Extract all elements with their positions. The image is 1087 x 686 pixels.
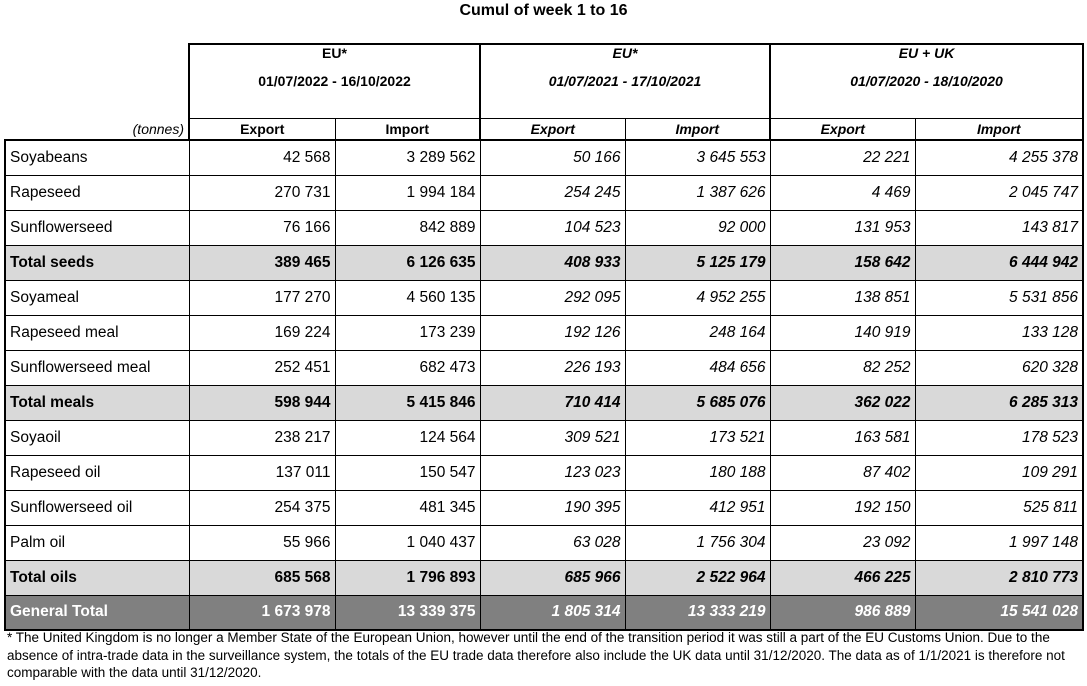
table-cell: 177 270: [189, 280, 335, 315]
table-cell: 4 952 255: [625, 280, 770, 315]
subheader-export: Export: [770, 118, 915, 140]
table-row: [5, 525, 1083, 560]
table-cell: 13 339 375: [335, 595, 480, 630]
table-cell: 76 166: [189, 210, 335, 245]
unit-label: (tonnes): [5, 118, 189, 140]
table-cell: 484 656: [625, 350, 770, 385]
row-label: Palm oil: [5, 525, 189, 560]
total-row: [5, 245, 1083, 280]
table-cell: 4 469: [770, 175, 915, 210]
table-cell: 309 521: [480, 420, 625, 455]
group-header-eu-2021: EU* 01/07/2021 - 17/10/2021: [480, 44, 770, 118]
row-label: Soyabeans: [5, 140, 189, 175]
table-cell: 5 531 856: [915, 280, 1083, 315]
table-cell: 254 375: [189, 490, 335, 525]
table-cell: 42 568: [189, 140, 335, 175]
subheader-export: Export: [189, 118, 335, 140]
table-cell: 87 402: [770, 455, 915, 490]
table-cell: 362 022: [770, 385, 915, 420]
table-cell: 1 673 978: [189, 595, 335, 630]
sub-header-row: [5, 118, 1083, 140]
table-cell: 986 889: [770, 595, 915, 630]
table-cell: 63 028: [480, 525, 625, 560]
table-cell: 55 966: [189, 525, 335, 560]
group-header-eu-2022: EU* 01/07/2022 - 16/10/2022: [189, 44, 480, 118]
row-label: Soyameal: [5, 280, 189, 315]
subheader-import: Import: [335, 118, 480, 140]
table-cell: 163 581: [770, 420, 915, 455]
total-row: [5, 560, 1083, 595]
table-cell: 1 040 437: [335, 525, 480, 560]
table-cell: 173 239: [335, 315, 480, 350]
table-cell: 173 521: [625, 420, 770, 455]
table-cell: 2 522 964: [625, 560, 770, 595]
subheader-import: Import: [915, 118, 1083, 140]
table-cell: 124 564: [335, 420, 480, 455]
table-cell: 292 095: [480, 280, 625, 315]
table-cell: 123 023: [480, 455, 625, 490]
table-row: [5, 420, 1083, 455]
table-cell: 710 414: [480, 385, 625, 420]
table-cell: 6 444 942: [915, 245, 1083, 280]
general-total-row: [5, 595, 1083, 630]
table-cell: 1 796 893: [335, 560, 480, 595]
table-row: [5, 210, 1083, 245]
table-cell: 192 126: [480, 315, 625, 350]
table-cell: 252 451: [189, 350, 335, 385]
group-header-row: [5, 44, 1083, 118]
row-label: Total oils: [5, 560, 189, 595]
table-cell: 685 568: [189, 560, 335, 595]
table-cell: 92 000: [625, 210, 770, 245]
footnote: * The United Kingdom is no longer a Member State of the European Union, however until the end of the transition period it was still a part of the EU Customs Union. Due to the absence of intra-trade data in the surveillance system, the totals of the EU trade data therefore also include the UK data until 31/12/2020. The data as of 1/1/2021 is therefore not comparable with the data until 31/12/2020.: [7, 630, 1065, 680]
total-row: [5, 385, 1083, 420]
table-cell: 109 291: [915, 455, 1083, 490]
table-cell: 2 045 747: [915, 175, 1083, 210]
row-label: General Total: [5, 595, 189, 630]
table-cell: 178 523: [915, 420, 1083, 455]
row-label: Total seeds: [5, 245, 189, 280]
table-row: [5, 350, 1083, 385]
group-header-euuk-2020: EU + UK 01/07/2020 - 18/10/2020: [770, 44, 1083, 118]
table-cell: 3 289 562: [335, 140, 480, 175]
table-cell: 131 953: [770, 210, 915, 245]
table-cell: 466 225: [770, 560, 915, 595]
table-cell: 682 473: [335, 350, 480, 385]
table-cell: 5 685 076: [625, 385, 770, 420]
table-cell: 5 415 846: [335, 385, 480, 420]
table-cell: 389 465: [189, 245, 335, 280]
table-cell: 15 541 028: [915, 595, 1083, 630]
table-cell: 248 164: [625, 315, 770, 350]
table-cell: 685 966: [480, 560, 625, 595]
trade-table: [4, 43, 1084, 631]
page-title: Cumul of week 1 to 16: [459, 2, 628, 19]
table-row: [5, 280, 1083, 315]
table-cell: 169 224: [189, 315, 335, 350]
row-label: Sunflowerseed meal: [5, 350, 189, 385]
row-label: Sunflowerseed: [5, 210, 189, 245]
table-cell: 598 944: [189, 385, 335, 420]
table-row: [5, 455, 1083, 490]
table-cell: 140 919: [770, 315, 915, 350]
row-label: Rapeseed meal: [5, 315, 189, 350]
table-cell: 158 642: [770, 245, 915, 280]
row-label: Sunflowerseed oil: [5, 490, 189, 525]
table-cell: 50 166: [480, 140, 625, 175]
table-cell: 4 560 135: [335, 280, 480, 315]
table-cell: 1 994 184: [335, 175, 480, 210]
table-cell: 22 221: [770, 140, 915, 175]
subheader-import: Import: [625, 118, 770, 140]
table-cell: 3 645 553: [625, 140, 770, 175]
table-cell: 143 817: [915, 210, 1083, 245]
table-cell: 525 811: [915, 490, 1083, 525]
table-cell: 82 252: [770, 350, 915, 385]
table-cell: 1 805 314: [480, 595, 625, 630]
table-cell: 254 245: [480, 175, 625, 210]
table-cell: 6 126 635: [335, 245, 480, 280]
table-cell: 192 150: [770, 490, 915, 525]
table-cell: 481 345: [335, 490, 480, 525]
table-cell: 180 188: [625, 455, 770, 490]
table-row: [5, 490, 1083, 525]
table-row: [5, 140, 1083, 175]
table-cell: 238 217: [189, 420, 335, 455]
table-cell: 150 547: [335, 455, 480, 490]
table-cell: 23 092: [770, 525, 915, 560]
table-cell: 137 011: [189, 455, 335, 490]
table-row: [5, 175, 1083, 210]
table-cell: 1 997 148: [915, 525, 1083, 560]
table-cell: 226 193: [480, 350, 625, 385]
table-cell: 842 889: [335, 210, 480, 245]
row-label: Rapeseed: [5, 175, 189, 210]
table-cell: 620 328: [915, 350, 1083, 385]
table-cell: 2 810 773: [915, 560, 1083, 595]
table-cell: 4 255 378: [915, 140, 1083, 175]
table-cell: 133 128: [915, 315, 1083, 350]
table-cell: 408 933: [480, 245, 625, 280]
subheader-export: Export: [480, 118, 625, 140]
table-cell: 190 395: [480, 490, 625, 525]
row-label: Soyaoil: [5, 420, 189, 455]
row-label: Rapeseed oil: [5, 455, 189, 490]
table-cell: 13 333 219: [625, 595, 770, 630]
table-cell: 1 756 304: [625, 525, 770, 560]
table-cell: 412 951: [625, 490, 770, 525]
table-cell: 104 523: [480, 210, 625, 245]
row-label: Total meals: [5, 385, 189, 420]
table-cell: 1 387 626: [625, 175, 770, 210]
table-cell: 5 125 179: [625, 245, 770, 280]
table-cell: 6 285 313: [915, 385, 1083, 420]
table-cell: 138 851: [770, 280, 915, 315]
table-cell: 270 731: [189, 175, 335, 210]
table-row: [5, 315, 1083, 350]
